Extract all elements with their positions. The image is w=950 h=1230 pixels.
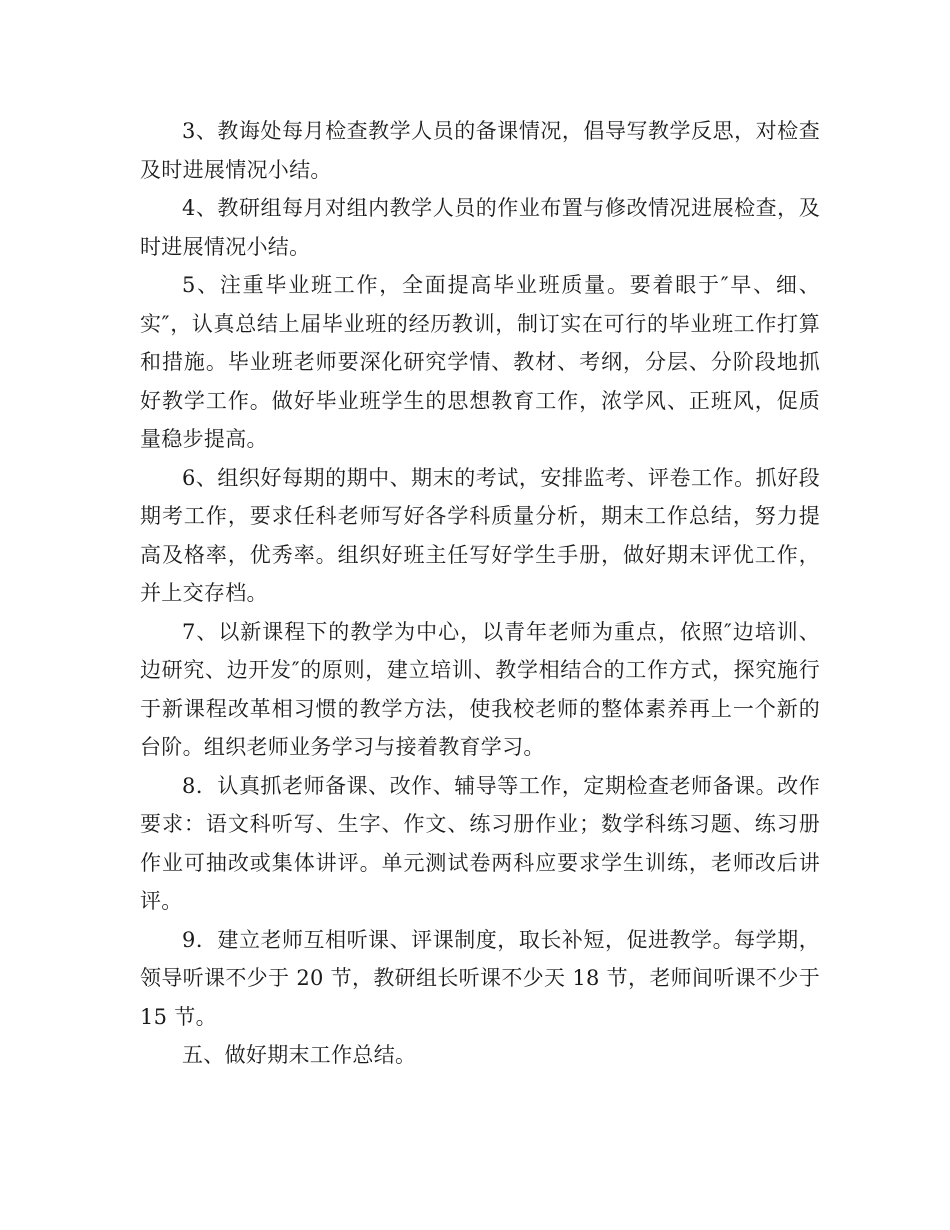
paragraph-item-7: 7、以新课程下的教学为中心，以青年老师为重点，依照″边培训、边研究、边开发″的原则，建立培训、教学相结合的工作方式，探究施行于新课程改革相习惯的教学方法，使我校老师的整体素养再上一个新的台阶。组织老师业务学习与接着教育学习。 — [140, 619, 820, 759]
paragraph-item-3: 3、教诲处每月检查教学人员的备课情况，倡导写教学反思，对检查及时进展情况小结。 — [140, 119, 820, 182]
paragraph-item-8: 8．认真抓老师备课、改作、辅导等工作，定期检查老师备课。改作要求：语文科听写、生字、作文、练习册作业；数学科练习题、练习册作业可抽改或集体讲评。单元测试卷两科应要求学生训练，老师改后讲评。 — [140, 773, 820, 913]
paragraph-item-4: 4、教研组每月对组内教学人员的作业布置与修改情况进展检查，及时进展情况小结。 — [140, 196, 820, 259]
paragraph-item-6: 6、组织好每期的期中、期末的考试，安排监考、评卷工作。抓好段期考工作，要求任科老师写好各学科质量分析，期末工作总结，努力提高及格率，优秀率。组织好班主任写好学生手册，做好期末评优工作，并上交存档。 — [140, 465, 820, 605]
section-heading-five: 五、做好期末工作总结。 — [182, 1043, 417, 1067]
paragraph-item-9: 9．建立老师互相听课、评课制度，取长补短，促进教学。每学期，领导听课不少于 20 节，教研组长听课不少天 18 节，老师间听课不少于 15 节。 — [140, 927, 820, 1029]
document-body — [140, 112, 820, 1075]
paragraph-item-5: 5、注重毕业班工作，全面提高毕业班质量。要着眼于″早、细、实″，认真总结上届毕业班的经历教训，制订实在可行的毕业班工作打算和措施。毕业班老师要深化研究学情、教材、考纲，分层、分阶段地抓好教学工作。做好毕业班学生的思想教育工作，浓学风、正班风，促质量稳步提高。 — [140, 273, 820, 451]
